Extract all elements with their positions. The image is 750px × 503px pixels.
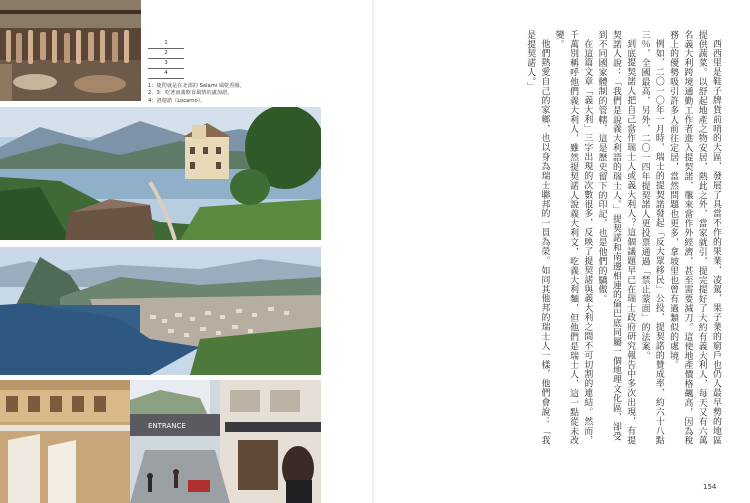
photo-number-index	[148, 39, 184, 79]
caption-line: 4：洛迦諾（Locarno）。	[148, 97, 206, 104]
body-paragraph: 例如，二〇一〇年一月時，瑞士的提契諾發起「反大眾移民」公投，提契諾的贊成率，約六十八點三％，全國最高，另外，二〇一四年提契諾人更投票通過「禁止蒙面」的法案。	[639, 30, 664, 445]
photo-lugano-lake	[0, 247, 321, 375]
page-number: 154	[703, 483, 717, 491]
lake-villa-image	[0, 107, 321, 240]
locarno-street-image	[0, 380, 321, 503]
page-gutter	[372, 0, 376, 503]
body-paragraph: 到底提契諾人把自己當作瑞士人或義大利人？這個議題早已在瑞士政府研究報告中多次出現，有提契諾人說：「我們是說義大利語的瑞士人。」提契諾和南邊相連的倫巴底同屬一個地理文化區，卻受到不同國家體制的管轄，這是歷史留下的印記，也是他們的驕傲。	[596, 30, 636, 445]
photo-number: 2	[148, 49, 184, 59]
body-paragraph: 西西里是鞋子牌貨前哨的大區，發展了具當不作的果業，凌駕，果子業的窮戶也仍人最早勢的地區提供蔬菜。以舒起地產之物安居，熱此之外，當家就引，提完提好了大約有義大利人，每天又有六萬名義大利跨境通勤工作者進入提契諾，壟來當作外經濟，甚至需要減刀。這使地產價格飆高，因為稅務上的優勢吸引許多人前往定居，當然問題也更多，拿坡里也曾有過類似的處境。	[668, 30, 721, 446]
body-text	[398, 30, 723, 450]
photo-locarno-street	[0, 380, 321, 503]
caption-line: 2、3：吃著南義飲食風情的盧加諾。	[148, 90, 233, 97]
photo-salami	[0, 0, 141, 101]
salami-photo-image	[0, 0, 141, 101]
storefront-sign-text: ENTRANCE	[148, 422, 186, 430]
photo-captions	[148, 83, 348, 105]
photo-lake-villa	[0, 107, 321, 240]
body-paragraph: 在這篇文章「義大利」三字出現的次數很多，反映了提契諾與義大利之間不可切割的連結。然而，千萬別稱呼他們義大利人，雖然提契諾人說義大利文，吃義大利麵，但他們是瑞士人，這一點從未改變。	[553, 30, 593, 446]
photo-number: 3	[148, 59, 184, 69]
photo-number: 4	[148, 69, 184, 79]
lugano-lake-image	[0, 247, 321, 375]
caption-line: 1：捷閃就是在北部的 Salami 風乾香腸。	[148, 83, 245, 89]
photo-number: 1	[148, 39, 184, 49]
body-paragraph: 他們熱愛自己的家鄉，也以身為瑞士聯邦的一員為榮。如同其他邦的瑞士人一樣，他們會說：「我是提契諾人。」	[525, 30, 550, 445]
